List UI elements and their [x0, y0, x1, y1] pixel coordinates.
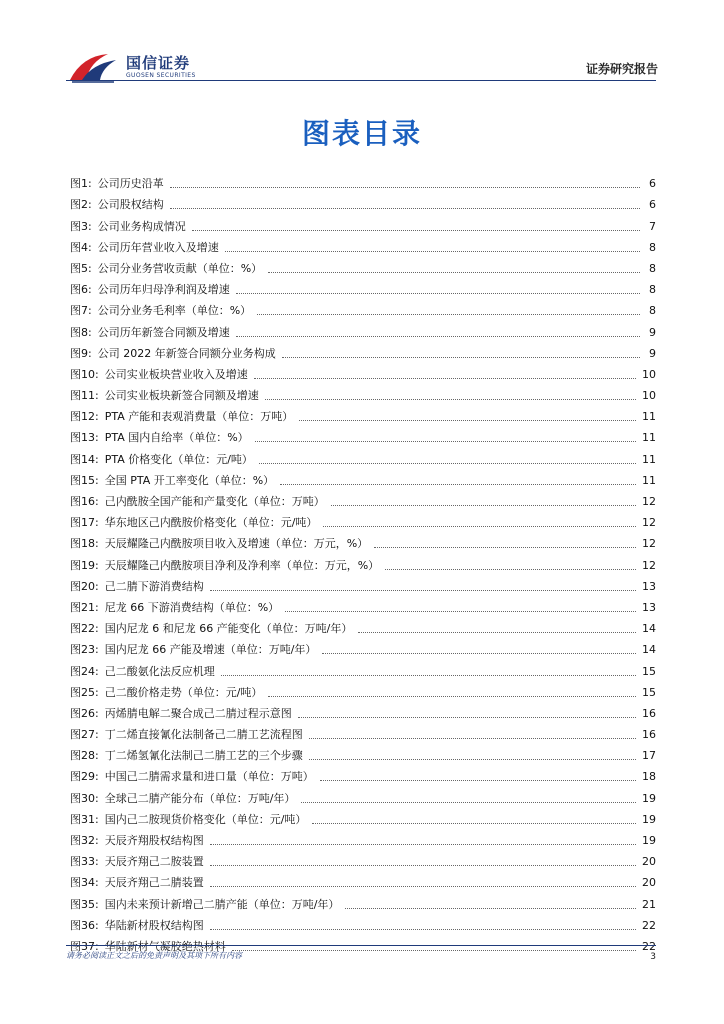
toc-entry[interactable] [70, 657, 656, 678]
toc-entry-title: 国内己二胺现货价格变化（单位：元/吨） [104, 812, 307, 826]
toc-entry-page: 12 [642, 516, 656, 530]
toc-entry-page: 14 [642, 622, 656, 636]
toc-entry[interactable] [70, 594, 656, 615]
toc-entry-title: 公司 2022 年新签合同额分业务构成 [97, 346, 276, 360]
toc-entry[interactable] [70, 297, 656, 318]
toc-dot-leader [345, 908, 636, 909]
toc-entry-label: 图29: [70, 770, 99, 784]
toc-entry-title: 国内尼龙 66 产能及增速（单位：万吨/年） [104, 643, 317, 657]
toc-entry[interactable] [70, 912, 656, 933]
toc-entry-page: 20 [642, 855, 656, 869]
toc-entry[interactable] [70, 234, 656, 255]
toc-entry-label: 图18: [70, 537, 99, 551]
toc-dot-leader [170, 208, 640, 209]
toc-dot-leader [221, 675, 636, 676]
toc-dot-leader [320, 780, 636, 781]
toc-entry-title: 公司历史沿革 [97, 177, 164, 191]
toc-dot-leader [265, 399, 636, 400]
toc-entry-page: 12 [642, 495, 656, 508]
footer-divider [66, 945, 656, 946]
toc-entry-title: 华东地区己内酰胺价格变化（单位：元/吨） [104, 516, 318, 530]
toc-entry-label: 图33: [70, 855, 99, 869]
toc-entry-label: 图10: [70, 367, 99, 381]
toc-entry-label: 图8: [70, 325, 92, 339]
toc-dot-leader [210, 844, 636, 845]
toc-entry-label: 图28: [70, 749, 99, 763]
toc-entry-label: 图14: [70, 452, 99, 466]
toc-entry-label: 图12: [70, 410, 99, 424]
toc-entry[interactable] [70, 636, 656, 657]
toc-entry-label: 图2: [70, 198, 92, 212]
toc-entry-page: 19 [642, 834, 656, 847]
toc-entry-title: 公司历年新签合同额及增速 [97, 325, 230, 339]
toc-entry-label: 图11: [70, 389, 99, 403]
toc-entry[interactable] [70, 509, 656, 530]
page-title: 图表目录 [301, 117, 422, 150]
toc-dot-leader [259, 463, 636, 464]
toc-entry-page: 8 [649, 261, 656, 275]
toc-entry-title: 全国 PTA 开工率变化（单位：%） [104, 473, 275, 487]
toc-dot-leader [236, 336, 640, 337]
toc-entry[interactable] [70, 721, 656, 742]
logo-english-name: GUOSEN SECURITIES [126, 72, 196, 79]
toc-entry[interactable] [70, 615, 656, 636]
toc-dot-leader [232, 950, 636, 951]
toc-entry-title: 公司分业务毛利率（单位：%） [97, 304, 252, 318]
toc-dot-leader [299, 420, 636, 421]
toc-entry-title: 天辰齐翔己二腈装置 [104, 876, 204, 890]
toc-entry-label: 图1: [70, 177, 92, 191]
toc-entry[interactable] [70, 467, 656, 488]
toc-dot-leader [385, 569, 636, 570]
toc-dot-leader [210, 590, 636, 591]
toc-entry-label: 图9: [70, 346, 92, 360]
toc-entry-label: 图22: [70, 622, 99, 636]
header-divider [66, 80, 656, 81]
toc-entry-title: 己内酰胺全国产能和产量变化（单位：万吨） [104, 495, 325, 508]
toc-dot-leader [298, 717, 636, 718]
guosen-logo-icon [68, 50, 120, 84]
toc-dot-leader [358, 632, 636, 633]
toc-dot-leader [257, 314, 640, 315]
toc-dot-leader [374, 547, 636, 548]
toc-entry-label: 图20: [70, 579, 99, 593]
toc-entry-page: 19 [642, 812, 656, 826]
toc-entry-label: 图21: [70, 600, 99, 614]
toc-entry-page: 10 [642, 389, 656, 403]
toc-entry-page: 8 [649, 240, 656, 254]
toc-entry-title: 公司历年归母净利润及增速 [97, 283, 230, 297]
toc-entry-label: 图30: [70, 791, 99, 805]
toc-entry[interactable] [70, 869, 656, 890]
toc-entry[interactable] [70, 170, 656, 191]
toc-entry-page: 15 [642, 685, 656, 699]
toc-entry[interactable] [70, 276, 656, 297]
toc-entry-label: 图31: [70, 812, 99, 826]
page-header [0, 0, 724, 90]
toc-dot-leader [312, 823, 636, 824]
toc-entry[interactable] [70, 742, 656, 763]
toc-entry[interactable] [70, 212, 656, 233]
toc-entry-title: 公司业务构成情况 [97, 219, 186, 233]
toc-entry-title: 丙烯腈电解二聚合成己二腈过程示意图 [104, 706, 292, 720]
toc-entry[interactable] [70, 318, 656, 339]
toc-entry-title: 中国己二腈需求量和进口量（单位：万吨） [104, 770, 314, 784]
toc-entry[interactable] [70, 827, 656, 848]
toc-entry-title: 华陆新材气凝胶绝热材料 [104, 939, 226, 953]
toc-entry-label: 图15: [70, 473, 99, 487]
toc-dot-leader [322, 653, 636, 654]
toc-entry[interactable] [70, 679, 656, 700]
toc-entry-title: 己二腈下游消费结构 [104, 579, 204, 593]
toc-entry[interactable] [70, 848, 656, 869]
toc-entry-page: 9 [649, 346, 656, 360]
toc-entry[interactable] [70, 488, 656, 509]
toc-entry-title: 丁二烯氢氰化法制己二腈工艺的三个步骤 [104, 749, 303, 763]
toc-entry-title: 公司分业务营收贡献（单位：%） [97, 261, 263, 275]
toc-entry-title: 公司实业板块新签合同额及增速 [104, 389, 259, 403]
toc-entry-label: 图26: [70, 706, 99, 720]
toc-dot-leader [210, 886, 636, 887]
logo-chinese-name: 国信证券 [126, 54, 191, 72]
toc-entry-page: 21 [642, 897, 656, 911]
toc-entry[interactable] [70, 551, 656, 572]
toc-entry-label: 图5: [70, 261, 92, 275]
toc-entry-title: 公司实业板块营业收入及增速 [104, 367, 248, 381]
toc-entry[interactable] [70, 255, 656, 276]
toc-dot-leader [255, 441, 636, 442]
toc-entry-page: 17 [642, 749, 656, 763]
toc-entry-title: 己二酸氨化法反应机理 [104, 664, 215, 678]
toc-entry-page: 10 [642, 367, 656, 381]
toc-entry-label: 图17: [70, 516, 99, 530]
toc-entry[interactable] [70, 890, 656, 911]
toc-entry[interactable] [70, 340, 656, 361]
toc-entry[interactable] [70, 806, 656, 827]
toc-entry-title: PTA 价格变化（单位：元/吨） [104, 452, 253, 466]
toc-entry-label: 图6: [70, 283, 92, 297]
toc-entry[interactable] [70, 445, 656, 466]
toc-entry-page: 13 [642, 600, 656, 614]
toc-dot-leader [309, 738, 636, 739]
toc-entry[interactable] [70, 573, 656, 594]
toc-entry[interactable] [70, 530, 656, 551]
toc-entry-page: 16 [642, 706, 656, 720]
toc-entry-page: 11 [642, 410, 656, 424]
toc-entry-page: 22 [642, 918, 656, 932]
toc-entry-page: 12 [642, 537, 656, 551]
toc-entry-page: 22 [642, 939, 656, 953]
toc-entry[interactable] [70, 424, 656, 445]
toc-entry[interactable] [70, 361, 656, 382]
toc-entry-title: 天辰耀隆己内酰胺项目收入及增速（单位：万元，%） [104, 537, 369, 551]
toc-dot-leader [210, 929, 636, 930]
toc-entry-page: 12 [642, 558, 656, 572]
toc-entry-page: 8 [649, 283, 656, 297]
toc-entry-label: 图25: [70, 685, 99, 699]
toc-entry[interactable] [70, 382, 656, 403]
toc-dot-leader [280, 484, 636, 485]
toc-entry-page: 11 [642, 473, 656, 487]
toc-entry-label: 图3: [70, 219, 92, 233]
toc-entry-page: 16 [642, 728, 656, 742]
toc-entry[interactable] [70, 784, 656, 805]
toc-dot-leader [210, 865, 636, 866]
toc-entry-label: 图7: [70, 304, 92, 318]
toc-entry[interactable] [70, 763, 656, 784]
toc-entry-page: 20 [642, 876, 656, 890]
toc-entry[interactable] [70, 700, 656, 721]
toc-entry-label: 图27: [70, 728, 99, 742]
toc-entry-title: 天辰耀隆己内酰胺项目净利及净利率（单位：万元，%） [104, 558, 380, 572]
toc-entry-page: 6 [649, 177, 656, 191]
toc-entry-title: 天辰齐翔己二胺装置 [104, 855, 204, 869]
toc-dot-leader [170, 187, 640, 188]
toc-entry-title: 丁二烯直接氰化法制备己二腈工艺流程图 [104, 728, 303, 742]
toc-entry-page: 9 [649, 325, 656, 339]
toc-dot-leader [285, 611, 636, 612]
toc-entry-title: 天辰齐翔股权结构图 [104, 834, 204, 847]
toc-entry-label: 图37: [70, 939, 99, 953]
toc-dot-leader [268, 272, 640, 273]
toc-entry-title: 己二酸价格走势（单位：元/吨） [104, 685, 263, 699]
toc-entry-title: 公司股权结构 [97, 198, 164, 212]
toc-entry-page: 13 [642, 579, 656, 593]
toc-entry-page: 8 [649, 304, 656, 318]
toc-entry-page: 14 [642, 643, 656, 657]
toc-dot-leader [331, 505, 636, 506]
figure-table-of-contents [70, 170, 656, 954]
toc-entry-page: 6 [649, 198, 656, 212]
toc-dot-leader [236, 293, 640, 294]
toc-entry-label: 图19: [70, 558, 99, 572]
toc-entry-page: 7 [649, 219, 656, 233]
toc-entry-label: 图16: [70, 495, 99, 508]
toc-dot-leader [192, 230, 640, 231]
toc-entry-label: 图23: [70, 643, 99, 657]
toc-entry-label: 图34: [70, 876, 99, 890]
toc-dot-leader [282, 357, 640, 358]
toc-entry-label: 图32: [70, 834, 99, 847]
toc-entry-title: 公司历年营业收入及增速 [97, 240, 219, 254]
toc-dot-leader [225, 251, 640, 252]
toc-dot-leader [323, 526, 636, 527]
toc-entry-label: 图24: [70, 664, 99, 678]
toc-entry-title: 尼龙 66 下游消费结构（单位：%） [104, 600, 280, 614]
toc-entry-page: 11 [642, 452, 656, 466]
toc-entry[interactable] [70, 403, 656, 424]
footer-disclaimer: 请务必阅读正文之后的免责声明及其项下所有内容 [66, 951, 242, 960]
toc-entry-title: 华陆新材股权结构图 [104, 918, 204, 932]
guosen-logo [68, 50, 228, 84]
toc-dot-leader [254, 378, 636, 379]
toc-entry-title: 国内尼龙 6 和尼龙 66 产能变化（单位：万吨/年） [104, 622, 353, 636]
page-number: 3 [650, 952, 656, 962]
toc-dot-leader [268, 696, 636, 697]
toc-dot-leader [309, 759, 636, 760]
toc-entry-label: 图4: [70, 240, 92, 254]
toc-entry-page: 19 [642, 791, 656, 805]
toc-entry-title: PTA 国内自给率（单位：%） [104, 431, 249, 445]
toc-entry-page: 11 [642, 431, 656, 445]
toc-entry-label: 图35: [70, 897, 99, 911]
report-type-label: 证券研究报告 [585, 62, 658, 76]
toc-entry-title: PTA 产能和表观消费量（单位：万吨） [104, 410, 294, 424]
toc-entry-title: 全球己二腈产能分布（单位：万吨/年） [104, 791, 296, 805]
toc-entry-page: 18 [642, 770, 656, 784]
toc-entry-label: 图36: [70, 918, 99, 932]
toc-entry-title: 国内未来预计新增己二腈产能（单位：万吨/年） [104, 897, 340, 911]
toc-entry[interactable] [70, 191, 656, 212]
toc-entry-page: 15 [642, 664, 656, 678]
toc-entry-label: 图13: [70, 431, 99, 445]
toc-dot-leader [301, 802, 636, 803]
